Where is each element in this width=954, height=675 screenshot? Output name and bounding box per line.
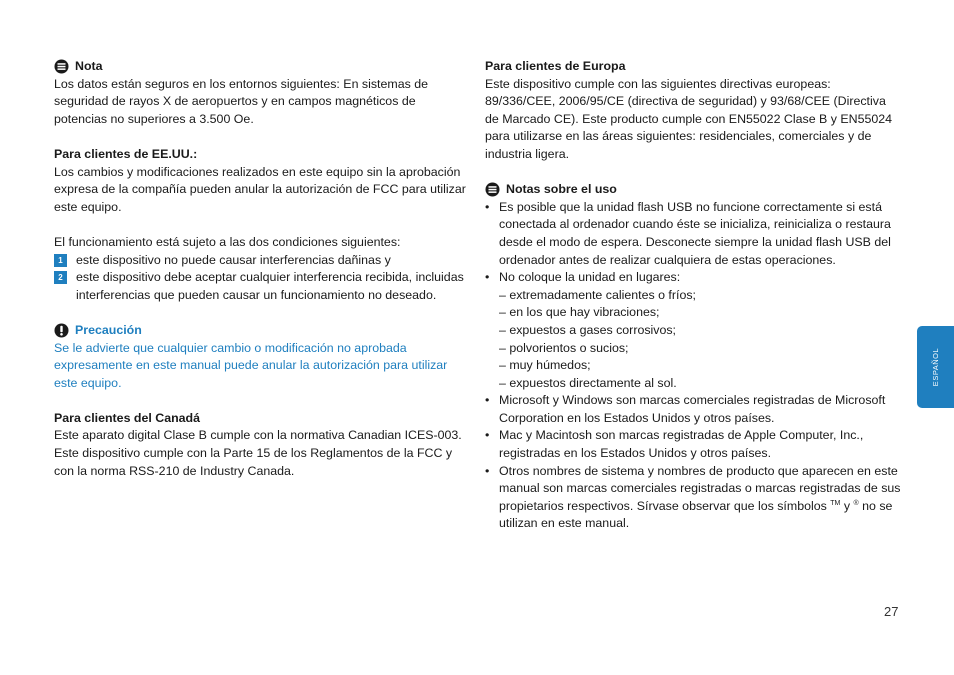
place-item: – extremadamente calientes o fríos; xyxy=(499,287,696,302)
note-title: Nota xyxy=(75,59,103,73)
list-item xyxy=(485,269,903,392)
trademark-end: no se utilizan en este manual. xyxy=(499,498,893,531)
place-item: – expuestos directamente al sol. xyxy=(499,375,677,390)
usage-heading xyxy=(485,181,903,199)
registered-symbol: ® xyxy=(853,499,859,507)
tm-symbol: TM xyxy=(830,499,841,507)
canada-heading: Para clientes del Canadá xyxy=(54,410,201,425)
note-text: Los datos están seguros en los entornos siguientes: En sistemas de seguridad de rayos X de aeropuertos y en campos magnéticos de potencias no superiores a 3.500 Oe. xyxy=(54,76,429,126)
list-item: • Microsoft y Windows son marcas comerciales registradas de Microsoft Corporation en los Estados Unidos y otros países. xyxy=(485,392,903,427)
language-tab-label: ESPAÑOL xyxy=(930,347,940,387)
condition-number: 2 xyxy=(54,271,67,284)
page-number: 27 xyxy=(884,604,899,619)
usa-text: Los cambios y modificaciones realizados en este equipo sin la aprobación expresa de la compañía pueden anular la autorización de FCC para utilizar este equipo. xyxy=(54,164,466,214)
place-item: – muy húmedos; xyxy=(499,358,591,373)
right-column xyxy=(485,58,903,533)
trademark-text: Otros nombres de sistema y nombres de producto que aparecen en este manual son marcas comerciales registradas o marcas registradas de sus propietarios respectivos. Sírvase observar que los símbolos xyxy=(499,463,901,513)
conditions-intro: El funcionamiento está sujeto a las dos condiciones siguientes: xyxy=(54,234,401,249)
condition-item xyxy=(54,252,466,270)
and-word: y xyxy=(843,498,851,513)
place-item: – expuestos a gases corrosivos; xyxy=(499,322,677,337)
language-tab xyxy=(917,326,954,408)
europe-text: Este dispositivo cumple con las siguientes directivas europeas: 89/336/CEE, 2006/95/CE (directiva de seguridad) y 93/68/CEE (Directiva de Marcado CE). Este producto cumple con EN55022 Clase B y EN55024 para utilizarse en las áreas siguientes: residenciales, comerciales y de industria ligera. xyxy=(485,76,893,161)
place-item: – polvorientos o sucios; xyxy=(499,340,629,355)
list-item: • Mac y Macintosh son marcas registradas de Apple Computer, Inc., registradas en los Estados Unidos y otros países. xyxy=(485,427,903,462)
condition-item xyxy=(54,269,466,304)
list-item: • Es posible que la unidad flash USB no funcione correctamente si está conectada al ordenador cuando éste se inicializa, reinicializa o restaura desde el modo de espera. Desconecte siempre la unidad flash USB del ordenador antes de realizar cualquiera de estas operaciones. xyxy=(485,199,903,269)
condition-number: 1 xyxy=(54,254,67,267)
europe-heading: Para clientes de Europa xyxy=(485,59,626,73)
caution-title: Precaución xyxy=(75,322,142,337)
usage-list xyxy=(485,199,903,533)
caution-text: Se le advierte que cualquier cambio o modificación no aprobada expresamente en este manual puede anular la autorización para utilizar este equipo. xyxy=(54,340,448,390)
caution-heading xyxy=(54,322,466,340)
usage-title: Notas sobre el uso xyxy=(506,182,617,197)
note-icon xyxy=(54,59,69,74)
condition-text: este dispositivo debe aceptar cualquier interferencia recibida, incluidas interferencias que pueden causar un funcionamiento no deseado. xyxy=(76,270,464,302)
note-icon xyxy=(485,182,500,197)
places-list xyxy=(499,287,903,393)
note-heading xyxy=(54,58,466,76)
place-item: – en los que hay vibraciones; xyxy=(499,305,660,320)
list-item xyxy=(485,463,903,533)
canada-text: Este aparato digital Clase B cumple con la normativa Canadian ICES-003. Este dispositivo cumple con la Parte 15 de los Reglamentos de la FCC y con la norma RSS-210 de Industry Canada. xyxy=(54,428,462,478)
caution-icon xyxy=(54,323,69,338)
condition-text: este dispositivo no puede causar interferencias dañinas y xyxy=(76,252,391,267)
left-column xyxy=(54,58,466,480)
places-intro: No coloque la unidad en lugares: xyxy=(499,270,681,285)
usa-heading: Para clientes de EE.UU.: xyxy=(54,146,198,161)
